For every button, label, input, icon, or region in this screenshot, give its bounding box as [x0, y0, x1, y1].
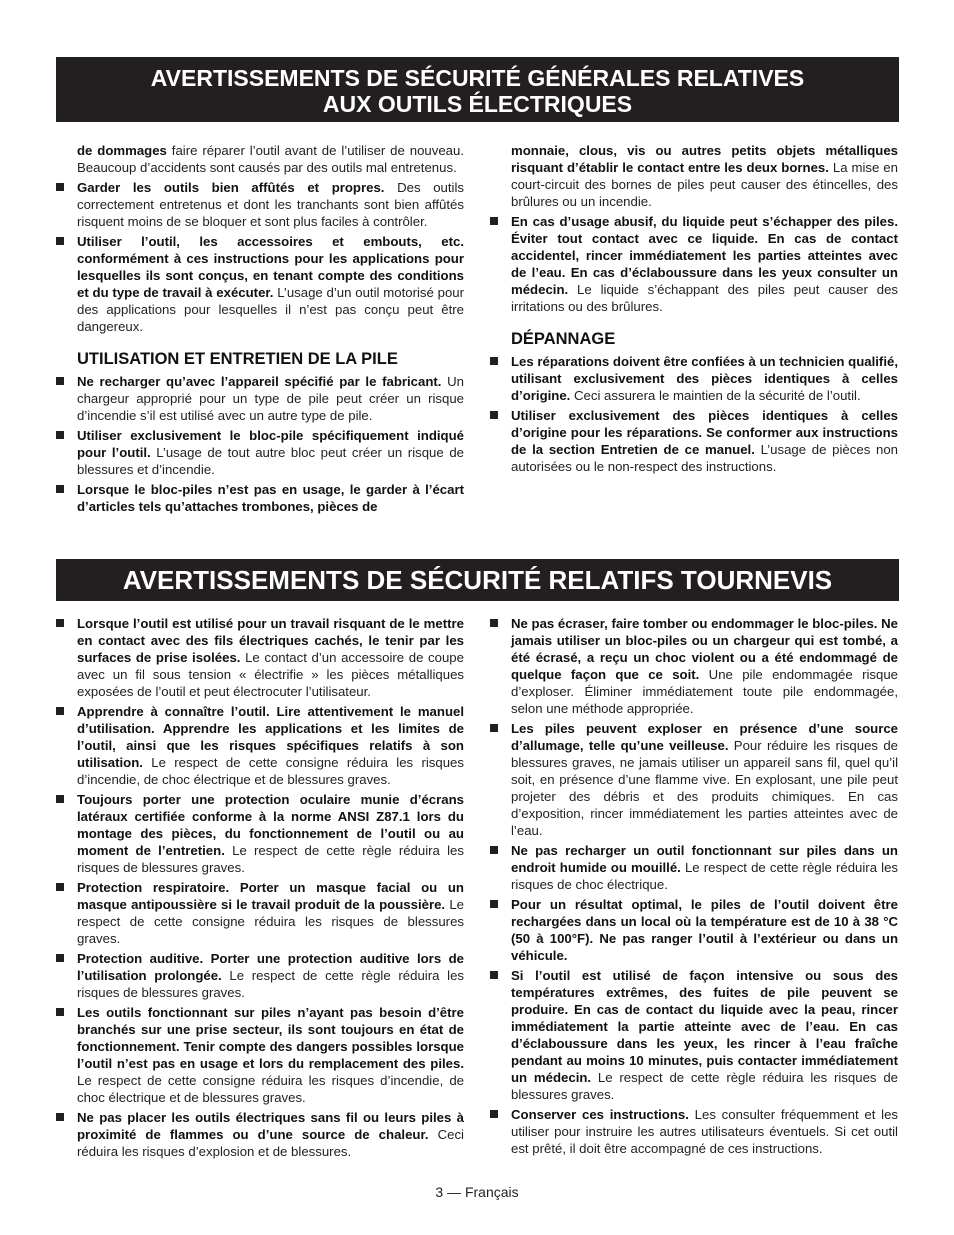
square-bullet-icon [56, 183, 64, 191]
list-item: Garder les outils bien affûtés et propres. Des outils correctement entretenus et dont les tranchants sont bien affûtés risquent moins de se bloquer et sont plus faciles à contrôler. [77, 179, 464, 230]
list-item: Apprendre à connaître l’outil. Lire attentivement le manuel d’utilisation. Apprendre les applications et les limites de l’outil, ainsi que les risques spécifiques relatifs à son utilisation. Le respect de cette consigne réduira les risques d’incendie, de choc électrique et de blessures graves. [77, 703, 464, 788]
list-item: Ne pas écraser, faire tomber ou endommager le bloc-piles. Ne jamais utiliser un bloc-piles ou un chargeur qui est tombé, a été écrasé, a reçu un choc violent ou a été endommagé de quelque façon que ce soit. Une pile endommagée risque d’exploser. Éliminer immédiatement toute pile endommagée, selon une méthode appropriée. [511, 615, 898, 717]
continued-paragraph: monnaie, clous, vis ou autres petits objets métalliques risquant d’établir le contact entre les deux bornes. La mise en court-circuit des bornes de piles peut causer des étincelles, des brûlures ou un incendie. [511, 143, 898, 209]
section2-left-column [77, 615, 464, 1163]
banner-title-line2: AUX OUTILS ÉLECTRIQUES [322, 91, 633, 117]
square-bullet-icon [56, 707, 64, 715]
page-footer: 3 — Français [435, 1184, 519, 1200]
square-bullet-icon [56, 485, 64, 493]
section1-left-column [77, 142, 464, 518]
square-bullet-icon [490, 846, 498, 854]
square-bullet-icon [56, 237, 64, 245]
square-bullet-icon [56, 377, 64, 385]
square-bullet-icon [490, 971, 498, 979]
list-item: Utiliser l’outil, les accessoires et embouts, etc. conformément à ces instructions pour les applications pour lesquelles ils sont conçus, en tenant compte des conditions et du type de travail à exécuter. L’usage d’un outil motorisé pour des applications pour lesquelles il n’est pas conçu peut être dangereux. [77, 233, 464, 335]
square-bullet-icon [56, 1008, 64, 1016]
list-item: Les outils fonctionnant sur piles n’ayant pas besoin d’être branchés sur une prise secteur, ils sont toujours en état de fonctionnement. Tenir compte des dangers possibles lorsque l’outil n’est pas en usage et lors du remplacement des piles. Le respect de cette consigne réduira les risques d’incendie, de choc électrique et de blessures graves. [77, 1004, 464, 1106]
square-bullet-icon [56, 795, 64, 803]
square-bullet-icon [56, 431, 64, 439]
list-item: Utiliser exclusivement des pièces identiques à celles d’origine pour les réparations. Se conformer aux instructions de la section Entretien de ce manuel. L’usage de pièces non autorisées ou le non-respect des instructions. [511, 407, 898, 475]
banner-title-line1: AVERTISSEMENTS DE SÉCURITÉ GÉNÉRALES RELATIVES [150, 65, 805, 91]
square-bullet-icon [490, 724, 498, 732]
square-bullet-icon [56, 954, 64, 962]
list-item: Conserver ces instructions. Les consulter fréquemment et les utiliser pour instruire les autres utilisateurs éventuels. Si cet outil est prêté, il doit être accompagné de ces instructions. [511, 1106, 898, 1157]
square-bullet-icon [490, 1110, 498, 1118]
general-safety-banner [56, 57, 899, 122]
list-item: Si l’outil est utilisé de façon intensive ou sous des températures extrêmes, des fuites de pile peuvent se produire. En cas de contact du liquide avec la peau, rincer immédiatement la partie atteinte avec de l’eau. En cas d’éclaboussure dans les yeux, les rincer à l’eau fraîche pendant au moins 10 minutes, puis contacter immédiatement un médecin. Le respect de cette règle réduira les risques de blessures graves. [511, 967, 898, 1103]
list-item: Pour un résultat optimal, le piles de l’outil doivent être rechargées dans un local où la température est de 10 à 38 °C (50 à 100°F). Ne pas ranger l’outil à l’extérieur ou dans un véhicule. [511, 896, 898, 964]
list-item: Ne recharger qu’avec l’appareil spécifié par le fabricant. Un chargeur approprié pour un type de pile peut créer un risque d’incendie s’il est utilisé avec un autre type de pile. [77, 373, 464, 424]
list-item: Toujours porter une protection oculaire munie d’écrans latéraux certifiée conforme à la norme ANSI Z87.1 lors du montage des pièces, du fonctionnement de l’outil ou au moment de l’entretien. Le respect de cette règle réduira les risques de blessures graves. [77, 791, 464, 876]
repair-heading: DÉPANNAGE [511, 330, 616, 348]
list-item: Lorsque l’outil est utilisé pour un travail risquant de le mettre en contact avec des fils électriques cachés, le tenir par les surfaces de prise isolées. Le contact d’un accessoire de coupe avec un fil sous tension « électrifie » les pièces métalliques exposées de l’outil et peut électrocuter l’utilisateur. [77, 615, 464, 700]
list-item: Ne pas recharger un outil fonctionnant sur piles dans un endroit humide ou mouillé. Le respect de cette règle réduira les risques de choc électrique. [511, 842, 898, 893]
battery-heading: UTILISATION ET ENTRETIEN DE LA PILE [77, 350, 398, 368]
list-item: Ne pas placer les outils électriques sans fil ou leurs piles à proximité de flammes ou d’une source de chaleur. Ceci réduira les risques d’explosion et de blessures. [77, 1109, 464, 1160]
list-item: Les piles peuvent exploser en présence d’une source d’allumage, telle qu’une veilleuse. Pour réduire les risques de blessures graves, ne jamais utiliser un appareil sans fil, quel qu’il soit, en présence d’une flamme vive. En explosant, une pile peut projeter des débris et des produits chimiques. En cas d’exposition, rincer immédiatement les parties atteintes avec de l’eau. [511, 720, 898, 839]
list-item: En cas d’usage abusif, du liquide peut s’échapper des piles. Éviter tout contact avec ce liquide. En cas de contact accidentel, rincer immédiatement les parties atteintes avec de l’eau. En cas d’éclaboussure dans les yeux consulter un médecin. Le liquide s’échappant des piles peut causer des irritations ou des brûlures. [511, 213, 898, 315]
continued-paragraph: de dommages faire réparer l’outil avant de l’utiliser de nouveau. Beaucoup d’accidents sont causés par des outils mal entretenus. [77, 143, 464, 175]
list-item: Protection respiratoire. Porter un masque facial ou un masque antipoussière si le travail produit de la poussière. Le respect de cette consigne réduira les risques de blessures graves. [77, 879, 464, 947]
section2-right-column [511, 615, 898, 1160]
square-bullet-icon [490, 619, 498, 627]
banner-title: AVERTISSEMENTS DE SÉCURITÉ RELATIFS TOURNEVIS [122, 565, 833, 595]
square-bullet-icon [56, 1113, 64, 1121]
section1-right-column [511, 142, 898, 478]
list-item: Utiliser exclusivement le bloc-pile spécifiquement indiqué pour l’outil. L’usage de tout autre bloc peut créer un risque de blessures et d’incendie. [77, 427, 464, 478]
list-item: Lorsque le bloc-piles n’est pas en usage, le garder à l’écart d’articles tels qu’attaches trombones, pièces de [77, 481, 464, 515]
list-item: Protection auditive. Porter une protection auditive lors de l’utilisation prolongée. Le respect de cette règle réduira les risques de blessures graves. [77, 950, 464, 1001]
square-bullet-icon [56, 619, 64, 627]
square-bullet-icon [490, 357, 498, 365]
square-bullet-icon [490, 411, 498, 419]
list-item: Les réparations doivent être confiées à un technicien qualifié, utilisant exclusivement des pièces identiques à celles d’origine. Ceci assurera le maintien de la sécurité de l’outil. [511, 353, 898, 404]
square-bullet-icon [56, 883, 64, 891]
screwdriver-safety-banner [56, 559, 899, 601]
square-bullet-icon [490, 900, 498, 908]
square-bullet-icon [490, 217, 498, 225]
